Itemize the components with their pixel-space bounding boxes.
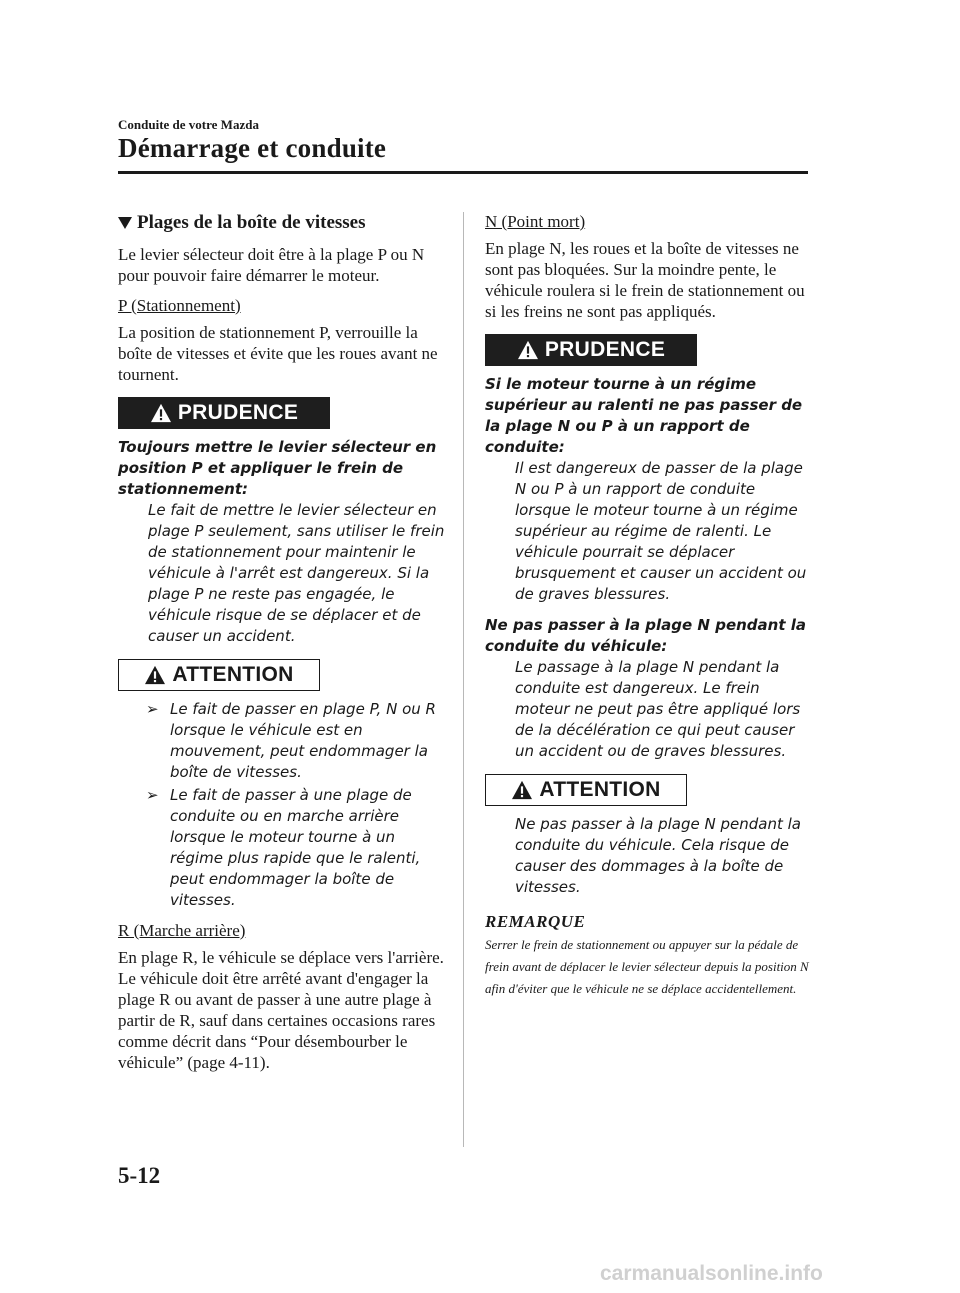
prudence-label: PRUDENCE bbox=[544, 338, 666, 361]
page-number: 5-12 bbox=[118, 1163, 161, 1188]
attention-banner bbox=[485, 774, 687, 806]
attention-body: Ne pas passer à la plage N pendant la conduite du véhicule. Cela risque de causer des dommages à la boîte de vitesses. bbox=[515, 815, 801, 896]
prudence-body: Il est dangereux de passer de la plage N ou P à un rapport de conduite lorsque le moteur tourne à un régime supérieur au régime de ralenti. Le véhicule pourrait se déplacer brusquement et causer un accident ou de graves blessures. bbox=[515, 459, 807, 603]
prudence-banner bbox=[118, 397, 330, 429]
prudence-label: PRUDENCE bbox=[177, 401, 299, 424]
list-item: ➢ Le fait de passer en plage P, N ou R lorsque le véhicule est en mouvement, peut endommager la boîte de vitesses. bbox=[146, 700, 436, 781]
r-paragraph: En plage R, le véhicule se déplace vers l'arrière. Le véhicule doit être arrêté avant d'engager la plage R ou avant de passer à une autre plage à partir de R, sauf dans certaines occasions rares comme décrit dans “Pour désembourber le véhicule” (page 4-11). bbox=[118, 948, 444, 1072]
n-heading: N (Point mort) bbox=[485, 212, 586, 231]
r-heading: R (Marche arrière) bbox=[118, 921, 246, 940]
warning-icon bbox=[150, 403, 172, 423]
watermark: carmanualsonline.info bbox=[600, 1262, 823, 1285]
left-column bbox=[118, 212, 448, 1083]
warning-icon bbox=[517, 340, 539, 360]
prudence-heading: Toujours mettre le levier sélecteur en position P et appliquer le frein de stationnement: bbox=[118, 438, 437, 498]
section-heading-text: Plages de la boîte de vitesses bbox=[137, 212, 366, 233]
section-heading bbox=[118, 212, 448, 234]
prudence-banner bbox=[485, 334, 697, 366]
p-paragraph: La position de stationnement P, verrouille la boîte de vitesses et évite que les roues avant ne tournent. bbox=[118, 323, 438, 384]
arrow-bullet-icon: ➢ bbox=[146, 700, 159, 718]
list-item: ➢ Le fait de passer à une plage de conduite ou en marche arrière lorsque le moteur tourne à un régime plus rapide que le ralenti, peut endommager la boîte de vitesses. bbox=[146, 786, 421, 909]
attention-label: ATTENTION bbox=[539, 778, 661, 801]
note-heading: REMARQUE bbox=[485, 912, 586, 931]
prudence-body: Le passage à la plage N pendant la conduite est dangereux. Le frein moteur ne peut pas être appliqué lors de la décélération ce qui peut causer un accident ou de graves blessures. bbox=[515, 658, 801, 760]
triangle-down-icon bbox=[118, 217, 132, 229]
chapter-label: Conduite de votre Mazda bbox=[118, 117, 259, 132]
attention-label: ATTENTION bbox=[172, 663, 294, 686]
header-rule bbox=[118, 171, 808, 174]
prudence-body: Le fait de mettre le levier sélecteur en plage P seulement, sans utiliser le frein de stationnement pour maintenir le véhicule à l'arrêt est dangereux. Si la plage P ne reste pas engagée, le véhicule risque de se déplacer et de causer un accident. bbox=[148, 501, 445, 645]
right-column bbox=[485, 212, 815, 1000]
warning-icon bbox=[144, 665, 166, 685]
n-paragraph: En plage N, les roues et la boîte de vitesses ne sont pas bloquées. Sur la moindre pente, le véhicule roulera si le frein de stationnement ou si les freins ne sont pas appliqués. bbox=[485, 239, 805, 321]
p-heading: P (Stationnement) bbox=[118, 296, 241, 315]
page-title: Démarrage et conduite bbox=[118, 133, 387, 163]
note-body: Serrer le frein de stationnement ou appuyer sur la pédale de frein avant de déplacer le levier sélecteur depuis la position N afin d'éviter que le véhicule ne se déplace accidentellement. bbox=[485, 937, 809, 996]
intro-paragraph: Le levier sélecteur doit être à la plage P ou N pour pouvoir faire démarrer le moteur. bbox=[118, 245, 425, 285]
prudence-heading: Ne pas passer à la plage N pendant la conduite du véhicule: bbox=[485, 616, 806, 655]
warning-icon bbox=[511, 780, 533, 800]
attention-banner bbox=[118, 659, 320, 691]
prudence-heading: Si le moteur tourne à un régime supérieur au ralenti ne pas passer de la plage N ou P à un rapport de conduite: bbox=[485, 375, 803, 456]
arrow-bullet-icon: ➢ bbox=[146, 786, 159, 804]
column-divider bbox=[463, 212, 464, 1147]
attention-list bbox=[118, 699, 448, 911]
